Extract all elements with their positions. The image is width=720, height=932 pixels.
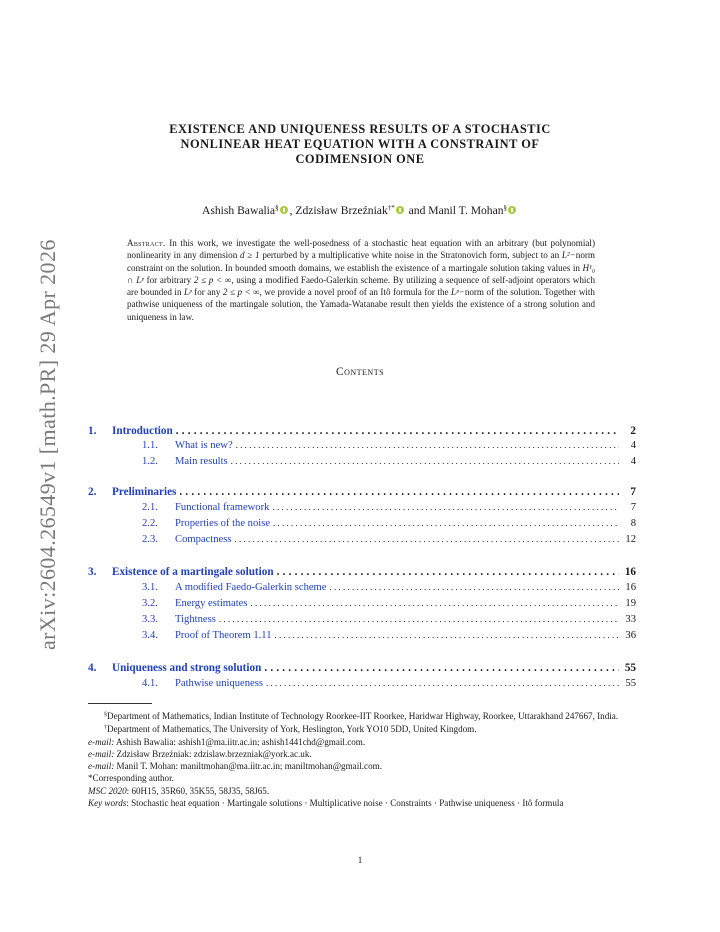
toc-page: 16 xyxy=(624,566,636,578)
toc-number: 2.2. xyxy=(142,518,158,529)
email-text[interactable]: Manil T. Mohan: maniltmohan@ma.iitr.ac.in; maniltmohan@gmail.com. xyxy=(114,761,382,772)
author-name: Ashish Bawalia xyxy=(201,204,276,217)
toc-page: 55 xyxy=(625,678,636,689)
toc-page: 16 xyxy=(625,582,636,593)
author-name: Manil T. Mohan xyxy=(428,204,504,217)
footnotes xyxy=(88,709,636,809)
toc-leader xyxy=(235,534,620,544)
affiliation-york xyxy=(88,722,636,735)
orcid-icon[interactable] xyxy=(280,206,288,214)
email-label: e-mail: xyxy=(88,736,115,747)
toc-leader xyxy=(231,456,619,466)
abstract-text: for arbitrary xyxy=(143,274,194,285)
toc-leader xyxy=(250,598,619,608)
author-separator: and xyxy=(405,204,429,217)
toc-label[interactable]: Properties of the noise xyxy=(175,518,271,529)
toc-label[interactable]: A modified Faedo-Galerkin scheme xyxy=(175,582,327,593)
toc-page: 4 xyxy=(630,440,636,451)
msc-classification xyxy=(88,785,636,797)
toc-leader xyxy=(236,440,619,450)
keywords-text: : Stochastic heat equation · Martingale solutions · Multiplicative noise · Constraints · Pathwise uniqueness · Itô formula xyxy=(126,798,564,809)
msc-label: MSC 2020 xyxy=(88,785,127,796)
author-list xyxy=(80,204,640,217)
toc-leader xyxy=(272,502,619,512)
toc-leader xyxy=(219,614,619,624)
toc-label[interactable]: Pathwise uniqueness xyxy=(175,678,263,689)
toc-leader xyxy=(264,662,619,674)
toc-entry[interactable] xyxy=(88,486,636,500)
toc-number: 3.3. xyxy=(142,614,158,625)
email-label: e-mail: xyxy=(88,748,115,759)
toc-number: 1.2. xyxy=(142,456,158,467)
toc-leader xyxy=(275,630,619,640)
toc-number: 2. xyxy=(88,486,97,498)
author-separator: , xyxy=(289,204,296,217)
author-name: Zdzisław Brzeźniak xyxy=(295,204,388,217)
email-line xyxy=(88,760,636,772)
toc-entry[interactable] xyxy=(88,582,636,596)
email-text[interactable]: Zdzisław Brzeźniak: zdzislaw.brzezniak@york.ac.uk. xyxy=(114,748,312,759)
abstract-text: norm constraint on the solution. In bounded smooth domains, we establish the existence of a martingale solution taking values in xyxy=(127,250,595,273)
affiliation-text: Department of Mathematics, The University of York, Heslington, York YO10 5DD, United Kingdom. xyxy=(107,724,477,735)
toc-number: 1. xyxy=(88,425,97,437)
msc-text: : 60H15, 35R60, 35K55, 58J35, 58J65. xyxy=(126,785,270,796)
toc-leader xyxy=(179,486,619,498)
abstract-math: Lᵖ− xyxy=(451,287,465,298)
toc-label[interactable]: Compactness xyxy=(175,534,232,545)
email-text[interactable]: Ashish Bawalia: ashish1@ma.iitr.ac.in; ashish1441chd@gmail.com. xyxy=(114,736,366,747)
toc-label[interactable]: Proof of Theorem 1.11 xyxy=(175,630,272,641)
abstract-math: 2 ≤ p < ∞ xyxy=(222,287,260,298)
affiliation-mark: †* xyxy=(387,204,395,212)
keywords-label: Key words xyxy=(88,798,127,809)
abstract-math: d ≥ 1 xyxy=(240,250,260,261)
page-number: 1 xyxy=(357,855,363,865)
toc-page: 4 xyxy=(630,456,636,467)
toc-label[interactable]: Preliminaries xyxy=(112,486,177,498)
toc-number: 3. xyxy=(88,566,97,578)
paper-title xyxy=(80,122,640,167)
toc-number: 3.4. xyxy=(142,630,158,641)
toc-label[interactable]: What is new? xyxy=(175,440,233,451)
toc-entry[interactable] xyxy=(88,534,636,548)
title-line-1: EXISTENCE AND UNIQUENESS RESULTS OF A STOCHASTIC xyxy=(169,122,551,136)
toc-entry[interactable] xyxy=(88,566,636,580)
toc-page: 8 xyxy=(630,518,636,529)
toc-page: 7 xyxy=(630,486,636,498)
toc-leader xyxy=(277,566,619,578)
toc-label[interactable]: Functional framework xyxy=(175,502,270,513)
abstract-text: for any xyxy=(191,287,223,298)
toc-number: 4.1. xyxy=(142,678,158,689)
title-line-2: NONLINEAR HEAT EQUATION WITH A CONSTRAINT OF xyxy=(180,137,540,151)
toc-entry[interactable] xyxy=(88,614,636,628)
toc-page: 36 xyxy=(625,630,636,641)
abstract-math: Lᵖ xyxy=(184,287,192,298)
contents-heading: Contents xyxy=(335,366,385,378)
abstract xyxy=(127,237,595,323)
orcid-icon[interactable] xyxy=(396,206,404,214)
affiliation-mark: § xyxy=(503,204,508,212)
abstract-math: 2 ≤ p < ∞ xyxy=(193,274,232,285)
toc-entry[interactable] xyxy=(88,440,636,454)
toc-label[interactable]: Main results xyxy=(175,456,228,467)
email-line xyxy=(88,748,636,760)
toc-number: 2.3. xyxy=(142,534,158,545)
toc-number: 2.1. xyxy=(142,502,158,513)
toc-entry[interactable] xyxy=(88,502,636,516)
toc-page: 33 xyxy=(625,614,636,625)
toc-label[interactable]: Introduction xyxy=(112,425,173,437)
footnote-mark: § xyxy=(104,712,107,718)
toc-label[interactable]: Energy estimates xyxy=(175,598,248,609)
arxiv-identifier[interactable]: arXiv:2604.26549v1 [math.PR] 29 Apr 2026 xyxy=(35,239,60,650)
corresponding-author: *Corresponding author. xyxy=(88,773,174,784)
abstract-text: perturbed by a multiplicative white noise in the Stratonovich form, subject to an xyxy=(259,250,562,261)
toc-leader xyxy=(330,582,619,592)
keywords xyxy=(88,797,636,809)
toc-number: 1.1. xyxy=(142,440,158,451)
toc-number: 4. xyxy=(88,662,97,674)
toc-label[interactable]: Uniqueness and strong solution xyxy=(112,662,262,674)
email-line xyxy=(88,736,636,748)
toc-entry[interactable] xyxy=(88,425,636,439)
toc-number: 3.2. xyxy=(142,598,158,609)
toc-entry[interactable] xyxy=(88,630,636,644)
abstract-text: norm of the solution. Together with pathwise uniqueness of the martingale solution, the Yamada-Watanabe result then yields the existence of a strong solution and uniqueness in law. xyxy=(127,287,595,322)
toc-number: 3.1. xyxy=(142,582,158,593)
footnote-rule xyxy=(88,703,152,704)
affiliation-roorkee xyxy=(88,709,636,722)
email-label: e-mail: xyxy=(88,761,115,772)
toc-entry[interactable] xyxy=(88,518,636,532)
toc-page: 19 xyxy=(625,598,636,609)
toc-leader xyxy=(266,678,619,688)
toc-label[interactable]: Existence of a martingale solution xyxy=(112,566,274,578)
abstract-text: In this work, we investigate the well-posedness of a stochastic heat equation with an arbitrary (but polynomial) nonlinearity in any dimension xyxy=(127,238,595,261)
abstract-math: H¹₀ ∩ Lᵖ xyxy=(127,262,595,285)
toc-entry[interactable] xyxy=(88,456,636,470)
toc-page: 7 xyxy=(630,502,636,513)
abstract-math: L²− xyxy=(561,250,576,261)
toc-leader xyxy=(176,425,619,437)
footnote-mark: † xyxy=(104,725,107,732)
abstract-heading: Abstract. xyxy=(127,238,166,248)
title-line-3: CODIMENSION ONE xyxy=(295,152,425,166)
toc-page: 55 xyxy=(624,662,636,674)
toc-entry[interactable] xyxy=(88,678,636,692)
affiliation-text: Department of Mathematics, Indian Institute of Technology Roorkee-IIT Roorkee, Haridwar Highway, Roorkee, Uttarakhand 247667, India. xyxy=(107,711,619,721)
toc-entry[interactable] xyxy=(88,662,636,676)
abstract-text: , we provide a novel proof of an Itô formula for the xyxy=(259,287,452,298)
toc-page: 2 xyxy=(630,425,636,437)
abstract-text: , using a modified Faedo-Galerkin scheme. By utilizing a sequence of self-adjoint operators which are bounded in xyxy=(127,274,595,298)
toc-entry[interactable] xyxy=(88,598,636,612)
toc-label[interactable]: Tightness xyxy=(175,614,216,625)
toc-page: 12 xyxy=(625,534,636,545)
orcid-icon[interactable] xyxy=(508,206,516,214)
toc-leader xyxy=(273,518,619,528)
affiliation-mark: § xyxy=(275,204,279,212)
